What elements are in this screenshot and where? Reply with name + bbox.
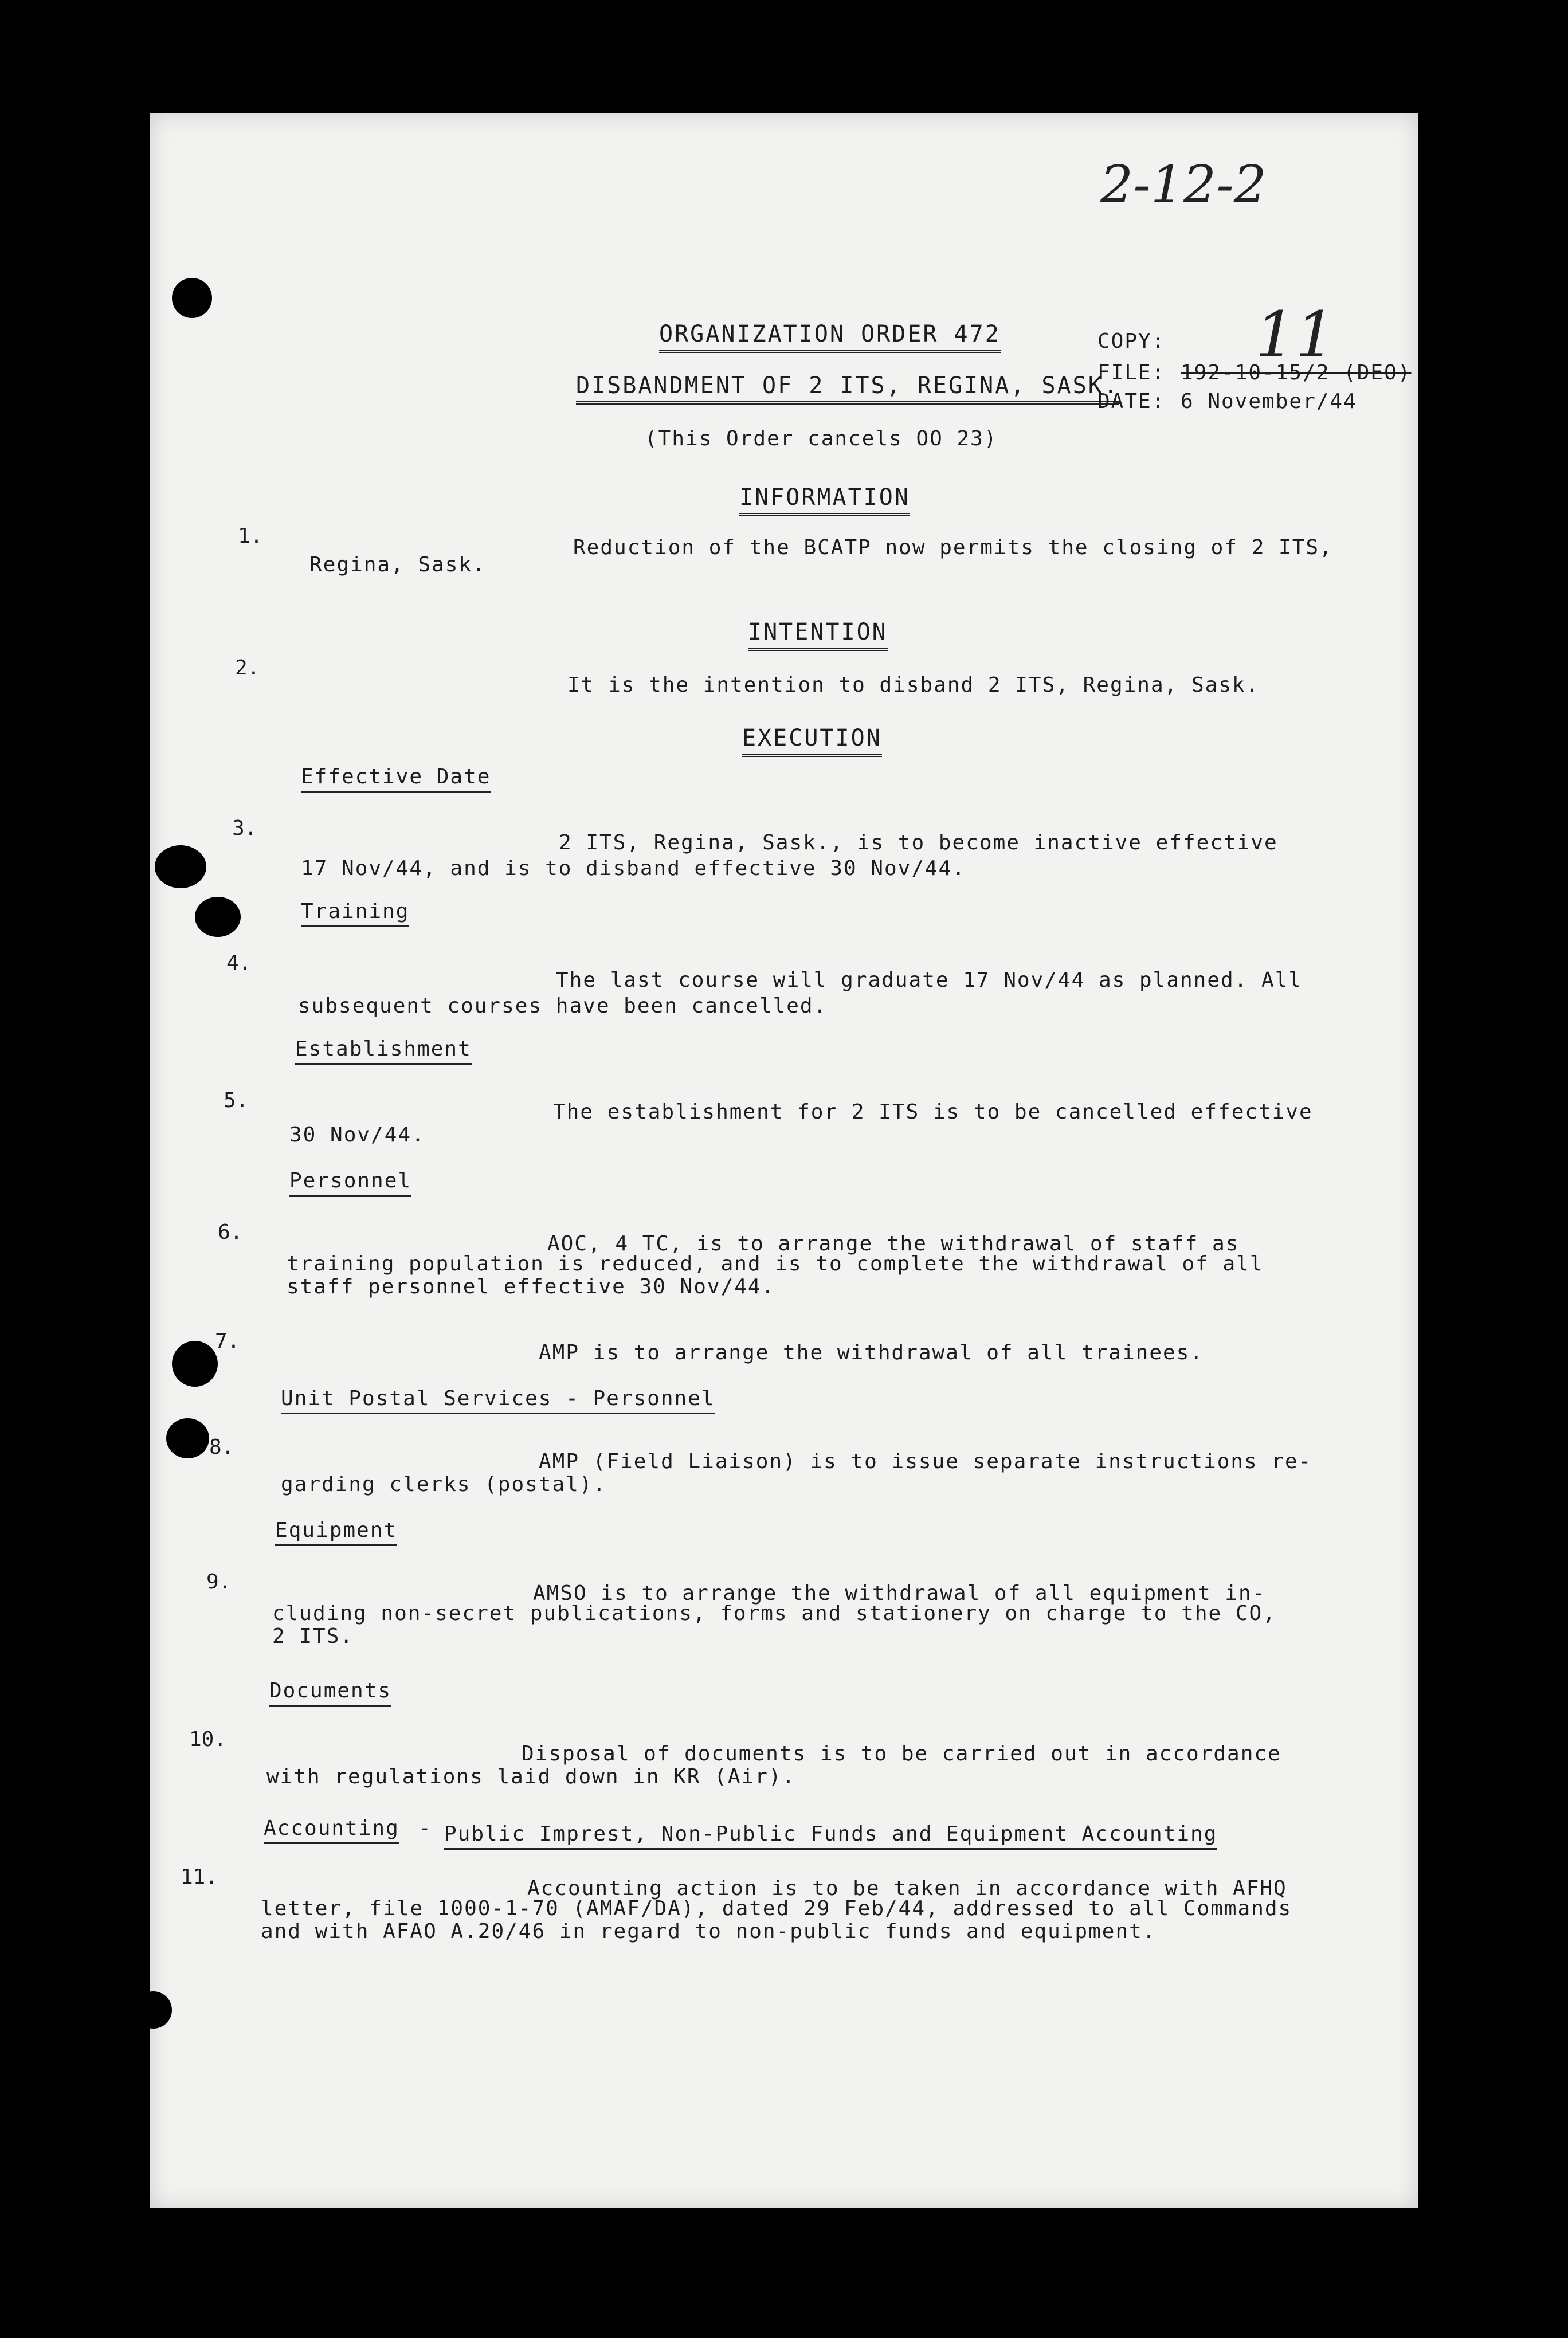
subheading-postal-services: Unit Postal Services - Personnel — [281, 1387, 715, 1414]
subheading-separator: - — [418, 1817, 432, 1840]
paragraph-text: The establishment for 2 ITS is to be cancelled effective — [553, 1100, 1313, 1124]
section-heading-execution: EXECUTION — [742, 725, 882, 757]
date-value: 6 November/44 — [1181, 390, 1357, 413]
punch-hole — [135, 1991, 172, 2029]
date-label: DATE: — [1097, 390, 1166, 413]
subheading-accounting-detail: Public Imprest, Non-Public Funds and Equipment Accounting — [444, 1822, 1217, 1850]
paragraph-text: 2 ITS. — [272, 1625, 354, 1648]
section-heading-intention: INTENTION — [748, 619, 888, 651]
paragraph-text: staff personnel effective 30 Nov/44. — [287, 1275, 775, 1299]
paragraph-number: 5. — [224, 1089, 249, 1112]
copy-label: COPY: — [1097, 329, 1166, 353]
file-label: FILE: — [1097, 361, 1166, 385]
paragraph-number: 3. — [232, 817, 257, 840]
paragraph-number: 8. — [209, 1435, 234, 1459]
subheading-establishment: Establishment — [295, 1037, 472, 1065]
subheading-equipment: Equipment — [275, 1519, 397, 1546]
subheading-effective-date: Effective Date — [301, 765, 491, 793]
paragraph-text: AMP (Field Liaison) is to issue separate instructions re- — [539, 1450, 1312, 1473]
punch-hole — [166, 1418, 209, 1458]
paragraph-text: subsequent courses have been cancelled. — [298, 994, 828, 1018]
paragraph-text: cluding non-secret publications, forms and stationery on charge to the CO, — [272, 1602, 1276, 1625]
paragraph-text: training population is reduced, and is to complete the withdrawal of all — [287, 1252, 1264, 1276]
paragraph-number: 2. — [235, 656, 260, 680]
subheading-training: Training — [301, 900, 409, 927]
order-title: ORGANIZATION ORDER 472 — [659, 321, 1001, 353]
paragraph-text: The last course will graduate 17 Nov/44 as planned. All — [556, 968, 1303, 992]
handwritten-copy-number: 11 — [1255, 298, 1335, 371]
paragraph-text: garding clerks (postal). — [281, 1473, 607, 1496]
punch-hole — [172, 278, 212, 318]
paragraph-text: AMSO is to arrange the withdrawal of all equipment in- — [533, 1582, 1266, 1605]
subheading-documents: Documents — [269, 1679, 391, 1707]
punch-hole — [155, 845, 206, 888]
paragraph-text: It is the intention to disband 2 ITS, Regina, Sask. — [567, 673, 1260, 697]
paragraph-number: 7. — [215, 1329, 240, 1353]
paragraph-text: 30 Nov/44. — [289, 1123, 425, 1147]
paragraph-text: Reduction of the BCATP now permits the closing of 2 ITS, — [573, 536, 1333, 559]
paragraph-text: Disposal of documents is to be carried out in accordance — [522, 1742, 1281, 1766]
paragraph-number: 9. — [206, 1570, 232, 1594]
order-subtitle: DISBANDMENT OF 2 ITS, REGINA, SASK. — [576, 372, 1119, 405]
paragraph-text: AOC, 4 TC, is to arrange the withdrawal of staff as — [547, 1232, 1240, 1256]
punch-hole — [172, 1341, 218, 1387]
paragraph-number: 6. — [218, 1221, 243, 1244]
paragraph-text: letter, file 1000-1-70 (AMAF/DA), dated 29 Feb/44, addressed to all Commands — [261, 1897, 1292, 1920]
subheading-personnel: Personnel — [289, 1169, 411, 1197]
paragraph-text: AMP is to arrange the withdrawal of all trainees. — [539, 1341, 1204, 1364]
paragraph-text: Accounting action is to be taken in accordance with AFHQ — [527, 1877, 1287, 1900]
paragraph-text: with regulations laid down in KR (Air). — [266, 1765, 796, 1788]
paragraph-number: 4. — [226, 951, 252, 975]
paragraph-number: 1. — [238, 524, 263, 548]
paragraph-text: 2 ITS, Regina, Sask., is to become inactive effective — [559, 831, 1278, 854]
handwritten-reference: 2-12-2 — [1100, 155, 1267, 215]
paragraph-text: Regina, Sask. — [309, 553, 486, 576]
paragraph-number: 11. — [181, 1865, 218, 1889]
paragraph-text: 17 Nov/44, and is to disband effective 30 Nov/44. — [301, 857, 966, 880]
punch-hole — [195, 897, 241, 937]
section-heading-information: INFORMATION — [739, 484, 910, 516]
subheading-accounting: Accounting — [264, 1817, 399, 1844]
file-number: 192-10-15/2 (DEO) — [1181, 361, 1412, 385]
cancellation-note: (This Order cancels OO 23) — [645, 427, 998, 450]
paragraph-text: and with AFAO A.20/46 in regard to non-public funds and equipment. — [261, 1920, 1157, 1943]
paragraph-number: 10. — [189, 1728, 227, 1751]
